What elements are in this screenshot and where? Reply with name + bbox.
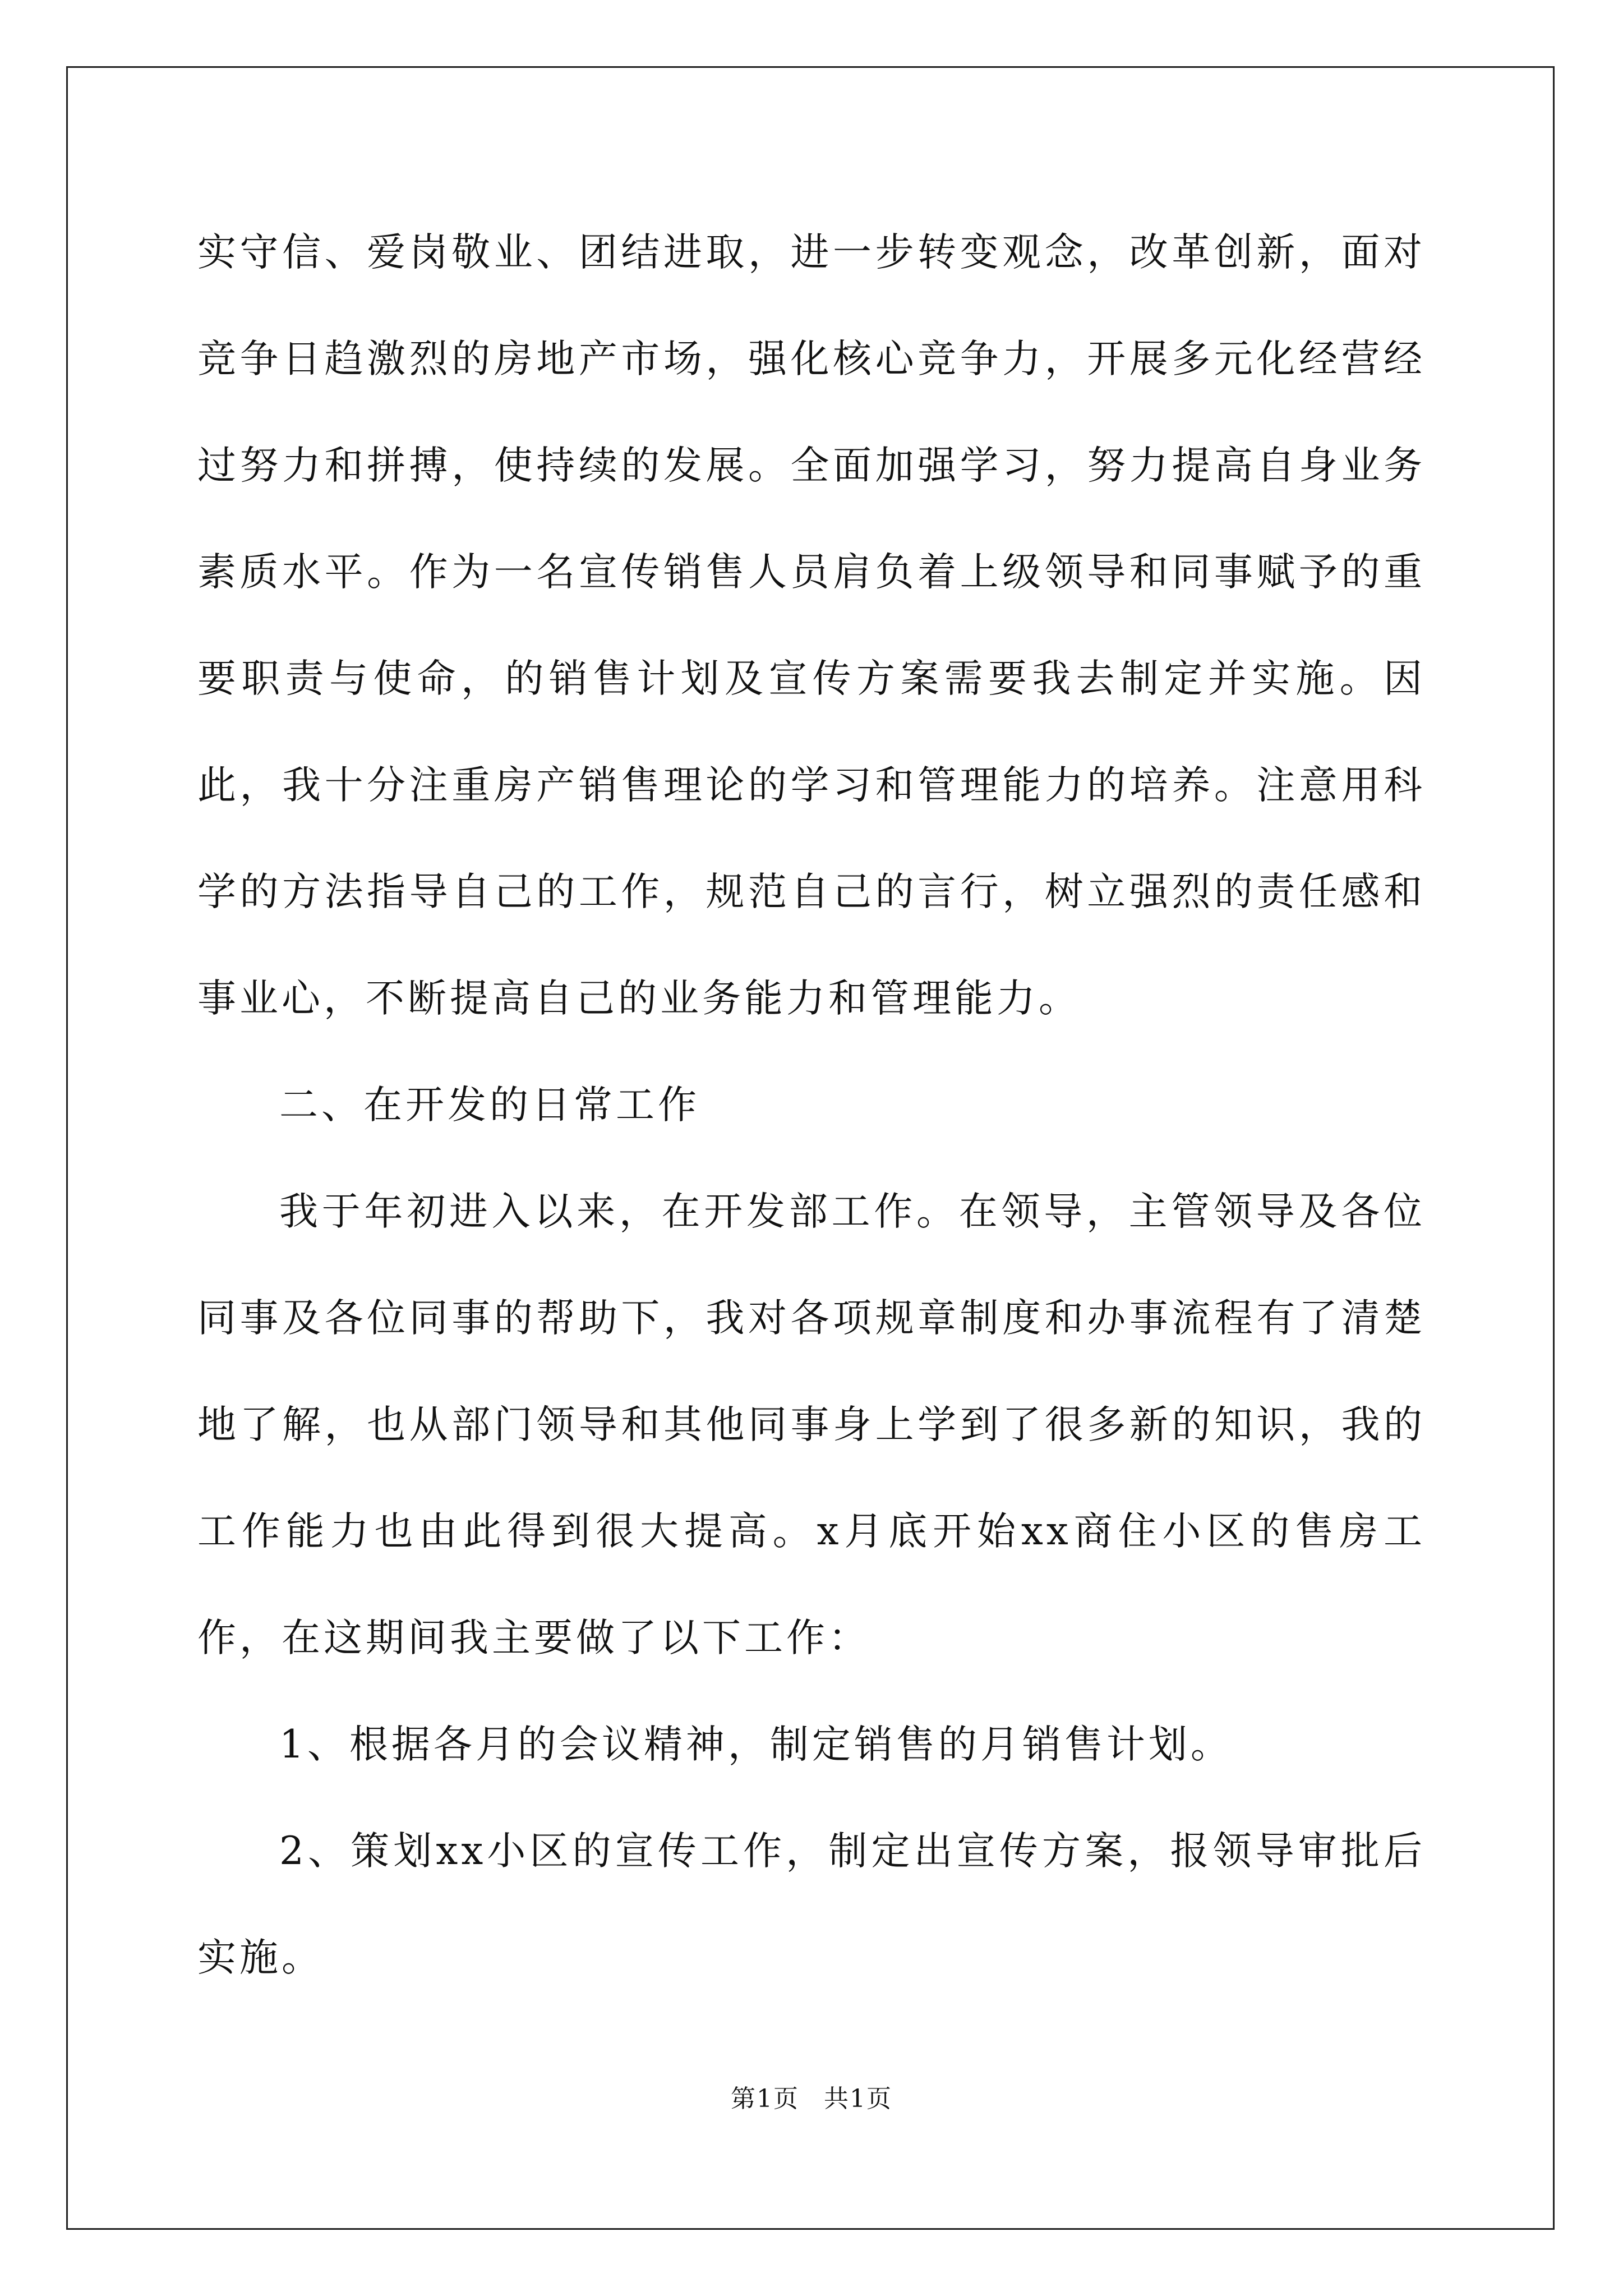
page-number: 第1页 [731, 2085, 799, 2113]
list-item: 2、策划xx小区的宣传工作，制定出宣传方案，报领导审批后实施。 [197, 1829, 1426, 1980]
list-item: 1、根据各月的会议精神，制定销售的月销售计划。 [279, 1722, 1233, 1767]
page-footer [0, 2082, 1623, 2116]
section-heading: 二、在开发的日常工作 [279, 1083, 700, 1128]
document-body [197, 199, 1426, 2011]
page-total: 共1页 [824, 2085, 892, 2113]
paragraph-continued: 实守信、爱岗敬业、团结进取，进一步转变观念，改革创新，面对竞争日趋激烈的房地产市场，强化核心竞争力，开展多元化经营经过努力和拼搏，使持续的发展。全面加强学习，努力提高自身业务素质水平。作为一名宣传销售人员肩负着上级领导和同事赋予的重要职责与使命，的销售计划及宣传方案需要我去制定并实施。因此，我十分注重房产销售理论的学习和管理能力的培养。注意用科学的方法指导自己的工作，规范自己的言行，树立强烈的责任感和事业心，不断提高自己的业务能力和管理能力。 [197, 230, 1426, 1021]
paragraph: 我于年初进入以来，在开发部工作。在领导，主管领导及各位同事及各位同事的帮助下，我对各项规章制度和办事流程有了清楚地了解，也从部门领导和其他同事身上学到了很多新的知识，我的工作能力也由此得到很大提高。x月底开始xx商住小区的售房工作，在这期间我主要做了以下工作： [197, 1189, 1426, 1660]
